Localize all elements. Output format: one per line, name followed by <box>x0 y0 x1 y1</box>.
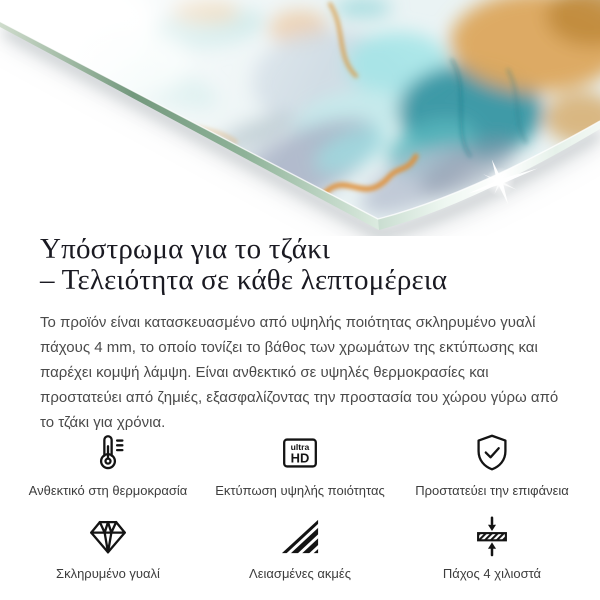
feature-print-quality <box>204 429 396 498</box>
diamond-icon <box>85 512 131 560</box>
feature-grid <box>12 429 588 581</box>
feature-label: Σκληρυμένο γυαλί <box>56 566 160 581</box>
feature-label: Εκτύπωση υψηλής ποιότητας <box>215 483 385 498</box>
product-photo-graphic <box>0 0 600 236</box>
polished-edges-icon <box>277 512 323 560</box>
feature-label: Προστατεύει την επιφάνεια <box>415 483 569 498</box>
product-description: Το προϊόν είναι κατασκευασμένο από υψηλής ποιότητας σκληρυμένο γυαλί πάχους 4 mm, το οποίο τονίζει το βάθος των χρωμάτων της εκτύπωσης και παρέχει κομψή λάμψη. Είναι ανθεκτικό σε υψηλές θερμοκρασίες και προστατεύει από ζημιές, εξασφαλίζοντας την προστασία του χώρου γύρω από το τζάκι για χρόνια. <box>40 314 559 431</box>
thickness-arrows-icon <box>469 512 515 560</box>
thermometer-icon <box>85 429 131 477</box>
feature-polished-edges <box>204 512 396 581</box>
feature-label: Λειασμένες ακμές <box>249 566 351 581</box>
page-title-line2: – Τελειότητα σε κάθε λεπτομέρεια <box>40 264 448 296</box>
feature-temperature <box>12 429 204 498</box>
ultra-hd-icon <box>277 429 323 477</box>
feature-surface-protection <box>396 429 588 498</box>
page-title <box>40 234 560 296</box>
ultra-hd-text-bottom: HD <box>290 450 310 466</box>
ultra-hd-text-top: ultra <box>290 442 310 453</box>
feature-label: Ανθεκτικό στη θερμοκρασία <box>28 483 188 498</box>
feature-tempered-glass <box>12 512 204 581</box>
feature-label: Πάχος 4 χιλιοστά <box>442 566 542 581</box>
page-title-line1: Υπόστρωμα για το τζάκι <box>40 233 331 265</box>
shield-check-icon <box>469 429 515 477</box>
product-photo <box>0 0 600 236</box>
feature-thickness <box>396 512 588 581</box>
